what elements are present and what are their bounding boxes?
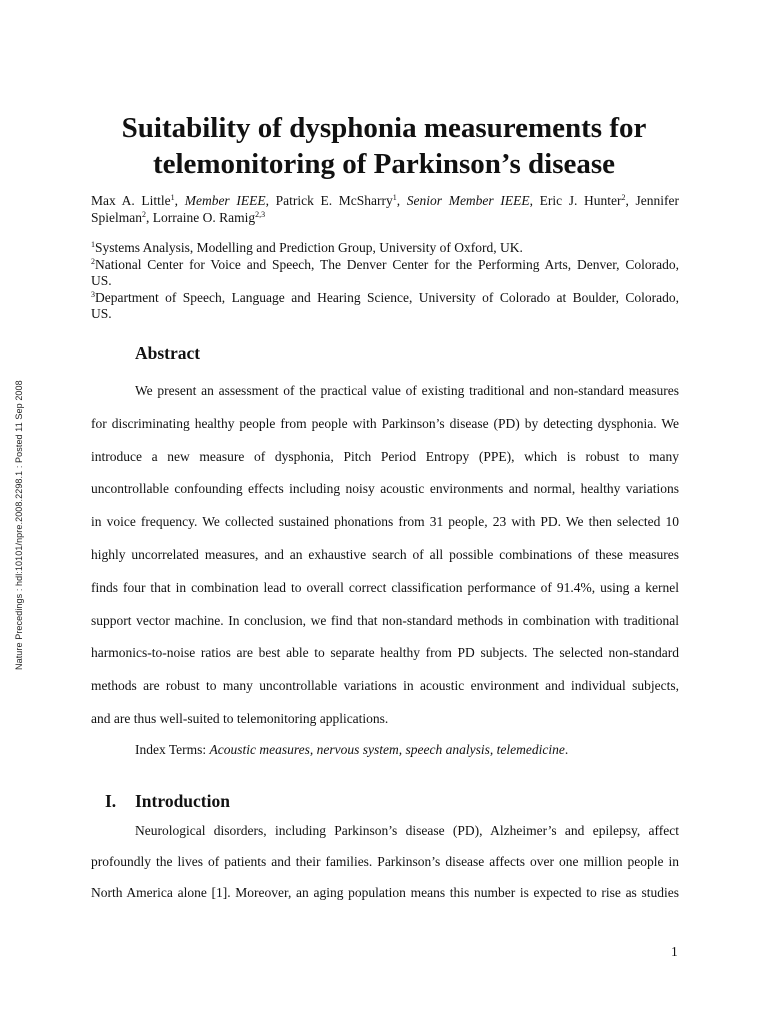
affiliation-line: $^1$Systems Analysis, Modelling and Prediction Group, University of Oxford, UK. — [91, 240, 523, 255]
author-affil-mark: 1 — [392, 193, 397, 202]
abstract-text — [91, 378, 679, 739]
abstract-line: and are thus well-suited to telemonitoring applications. — [91, 710, 389, 726]
affiliation-mark: 1 — [91, 240, 95, 249]
abstract-line: We present an assessment of the practical value of existing traditional and non-standard measures — [135, 383, 679, 398]
paper-title — [60, 110, 708, 182]
author-name: Patrick E. McSharry — [275, 193, 393, 208]
index-terms-list: Acoustic measures, nervous system, speech analysis, telemedicine — [209, 742, 565, 757]
affiliation — [91, 257, 679, 290]
author-list — [91, 192, 679, 226]
title-line: telemonitoring of Parkinson’s disease — [152, 148, 616, 180]
abstract-line: highly uncorrelated measures, and an exhaustive search of all possible combinations of these measures — [91, 546, 679, 562]
author-line: Max A. Little$^1$, Member IEEE, Patrick E. McSharry$^1$, Senior Member IEEE, Eric J. Hunter$^2$, Jennifer — [91, 193, 680, 208]
affiliation-line: US. — [91, 306, 112, 321]
affiliation-mark: 3 — [91, 289, 95, 299]
introduction-line: North America alone [1]. Moreover, an aging population means this number is expected to rise as studies — [91, 884, 679, 900]
author-name: Eric J. Hunter — [539, 193, 622, 208]
abstract-line: harmonics-to-noise ratios are best able to separate healthy from PD subjects. The selected non-standard — [91, 645, 679, 661]
index-terms-label: Index Terms: — [135, 742, 210, 757]
author-name: Max A. Little — [91, 193, 171, 208]
abstract-line: uncontrollable confounding effects including noisy acoustic environments and normal, healthy variations — [91, 481, 679, 497]
author-name: Lorraine O. Ramig — [152, 210, 256, 225]
abstract-line: support vector machine. In conclusion, we find that non-standard methods in combination with traditional — [91, 612, 679, 628]
index-terms: Index Terms: Acoustic measures, nervous system, speech analysis, telemedicine. — [135, 742, 569, 757]
affiliation — [91, 240, 679, 257]
introduction-text — [91, 818, 679, 910]
page-number: 1 — [671, 944, 678, 959]
abstract-line: for discriminating healthy people from people with Parkinson’s disease (PD) by detecting dysphonia. We — [91, 415, 679, 431]
abstract-line: in voice frequency. We collected sustained phonations from 31 people, 23 with PD. We then selected 10 — [91, 514, 679, 530]
affiliation-line: $^3$Department of Speech, Language and Hearing Science, University of Colorado at Boulder, Colorado, — [91, 289, 679, 305]
author-affil-mark: 1 — [170, 193, 175, 202]
introduction-line: Neurological disorders, including Parkinson’s disease (PD), Alzheimer’s and epilepsy, affect — [135, 823, 679, 838]
author-line: Spielman$^2$, Lorraine O. Ramig$^{2,3}$ — [91, 210, 266, 225]
author-role: Senior Member IEEE — [406, 193, 530, 208]
introduction-line: profoundly the lives of patients and their families. Parkinson’s disease affects over one million people in — [91, 853, 679, 869]
affiliation — [91, 290, 679, 323]
section-title: Introduction — [135, 791, 230, 811]
affiliation-list — [91, 240, 679, 323]
section-number: I. — [105, 791, 117, 811]
title-line: Suitability of dysphonia measurements for — [121, 112, 647, 144]
abstract-line: methods are robust to many uncontrollable variations in acoustic environment and individual subjects, — [91, 678, 679, 694]
abstract-heading: Abstract — [135, 343, 201, 363]
author-affil-mark: 2 — [142, 210, 146, 219]
affiliation-line: $^2$National Center for Voice and Speech, The Denver Center for the Performing Arts, Denver, Colorado, — [91, 256, 679, 272]
affiliation-mark: 2 — [91, 256, 95, 266]
author-role: Member IEEE — [184, 193, 266, 208]
affiliation-line: US. — [91, 273, 112, 288]
preprint-stamp: Nature Precedings : hdl:10101/npre.2008.2298.1 : Posted 11 Sep 2008 — [14, 380, 24, 670]
author-affil-mark: 2 — [621, 193, 626, 202]
author-affil-mark: 2,3 — [255, 210, 266, 219]
introduction-heading — [105, 791, 230, 812]
abstract-line: finds four that in combination lead to overall correct classification performance of 91.4%, using a kernel — [91, 579, 679, 595]
abstract-line: introduce a new measure of dysphonia, Pitch Period Entropy (PPE), which is robust to many — [91, 448, 679, 464]
